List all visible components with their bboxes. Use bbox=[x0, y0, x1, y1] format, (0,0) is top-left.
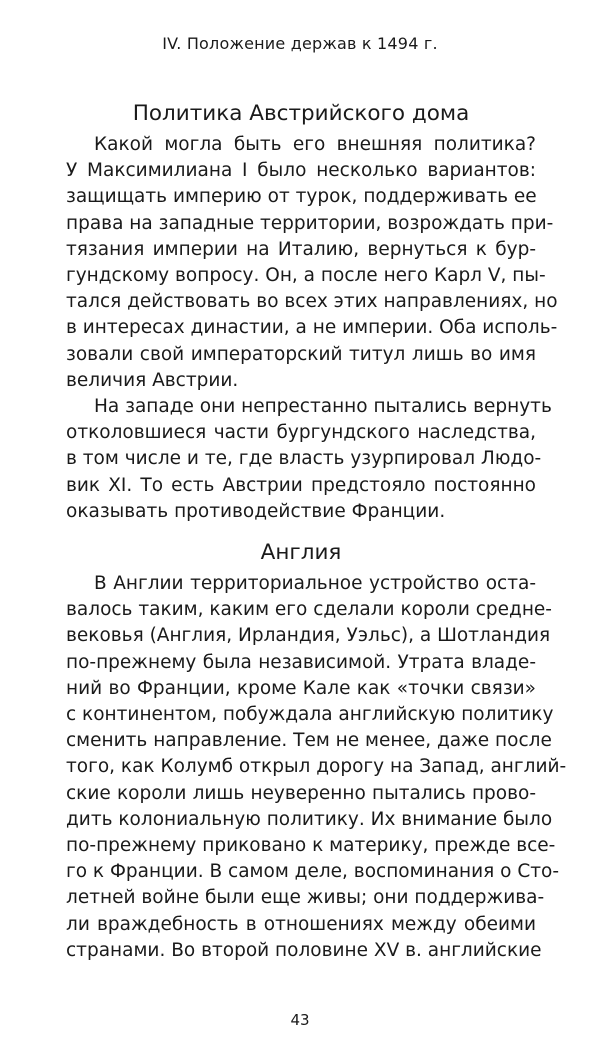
text-line: оказывать противодействие Франции. bbox=[66, 500, 446, 522]
paragraph bbox=[66, 571, 567, 964]
paragraph bbox=[66, 132, 558, 394]
text-line: странами. Во второй половине XV в. английские bbox=[66, 939, 542, 961]
text-line: На западе они непрестанно пытались вернуть bbox=[94, 396, 552, 418]
running-header: IV. Положение держав к 1494 г. bbox=[162, 34, 438, 53]
text-line: валось таким, каким его сделали короли средне- bbox=[66, 599, 552, 621]
text-line: В Англии территориальное устройство оста- bbox=[94, 573, 536, 595]
section-heading-england: Англия bbox=[260, 540, 342, 566]
text-line: по-прежнему приковано к материку, прежде все- bbox=[66, 835, 556, 857]
text-line: сменить направление. Тем не менее, даже после bbox=[66, 730, 552, 752]
section-heading-austria: Политика Австрийского дома bbox=[132, 101, 470, 126]
text-line: вик XI. То есть Австрии предстояло постоянно bbox=[66, 474, 536, 496]
text-line: летней войне были еще живы; они поддержива- bbox=[66, 887, 545, 909]
paragraph bbox=[66, 394, 552, 525]
text-line: вековья (Англия, Ирландия, Уэльс), а Шотландия bbox=[66, 625, 551, 647]
text-line: отколовшиеся части бургундского наследства, bbox=[66, 422, 536, 444]
text-line: Какой могла быть его внешняя политика? bbox=[94, 134, 536, 155]
text-line: по-прежнему была независимой. Утрата владе- bbox=[66, 651, 536, 673]
text-line: У Максимилиана I было несколько вариантов: bbox=[66, 160, 536, 182]
text-line: ли враждебность в отношениях между обеими bbox=[66, 913, 536, 935]
text-line: права на западные территории, возрождать при- bbox=[66, 212, 554, 234]
page-number: 43 bbox=[290, 1011, 310, 1029]
text-line: тался действовать во всех этих направлениях, но bbox=[66, 291, 558, 313]
text-line: в интересах династии, а не империи. Оба исполь- bbox=[66, 317, 558, 339]
text-line: с континентом, побуждала английскую политику bbox=[66, 704, 554, 726]
text-line: тязания империи на Италию, вернуться к бур- bbox=[66, 238, 536, 260]
text-line: гундскому вопросу. Он, а после него Карл V, пы- bbox=[66, 265, 546, 287]
text-line: в том числе и те, где власть узурпировал Людо- bbox=[66, 448, 542, 470]
text-line: защищать империю от турок, поддерживать ее bbox=[66, 186, 537, 208]
text-line: ские короли лишь неуверенно пытались прово- bbox=[66, 782, 536, 804]
text-line: зовали свой императорский титул лишь во имя bbox=[66, 343, 536, 365]
page-body bbox=[66, 96, 567, 964]
text-line: ний во Франции, кроме Кале как «точки связи» bbox=[66, 677, 536, 699]
text-line: того, как Колумб открыл дорогу на Запад, англий- bbox=[66, 756, 567, 778]
text-line: го к Франции. В самом деле, воспоминания о Сто- bbox=[66, 861, 560, 883]
text-line: дить колониальную политику. Их внимание было bbox=[66, 808, 553, 830]
text-line: величия Австрии. bbox=[66, 369, 239, 391]
